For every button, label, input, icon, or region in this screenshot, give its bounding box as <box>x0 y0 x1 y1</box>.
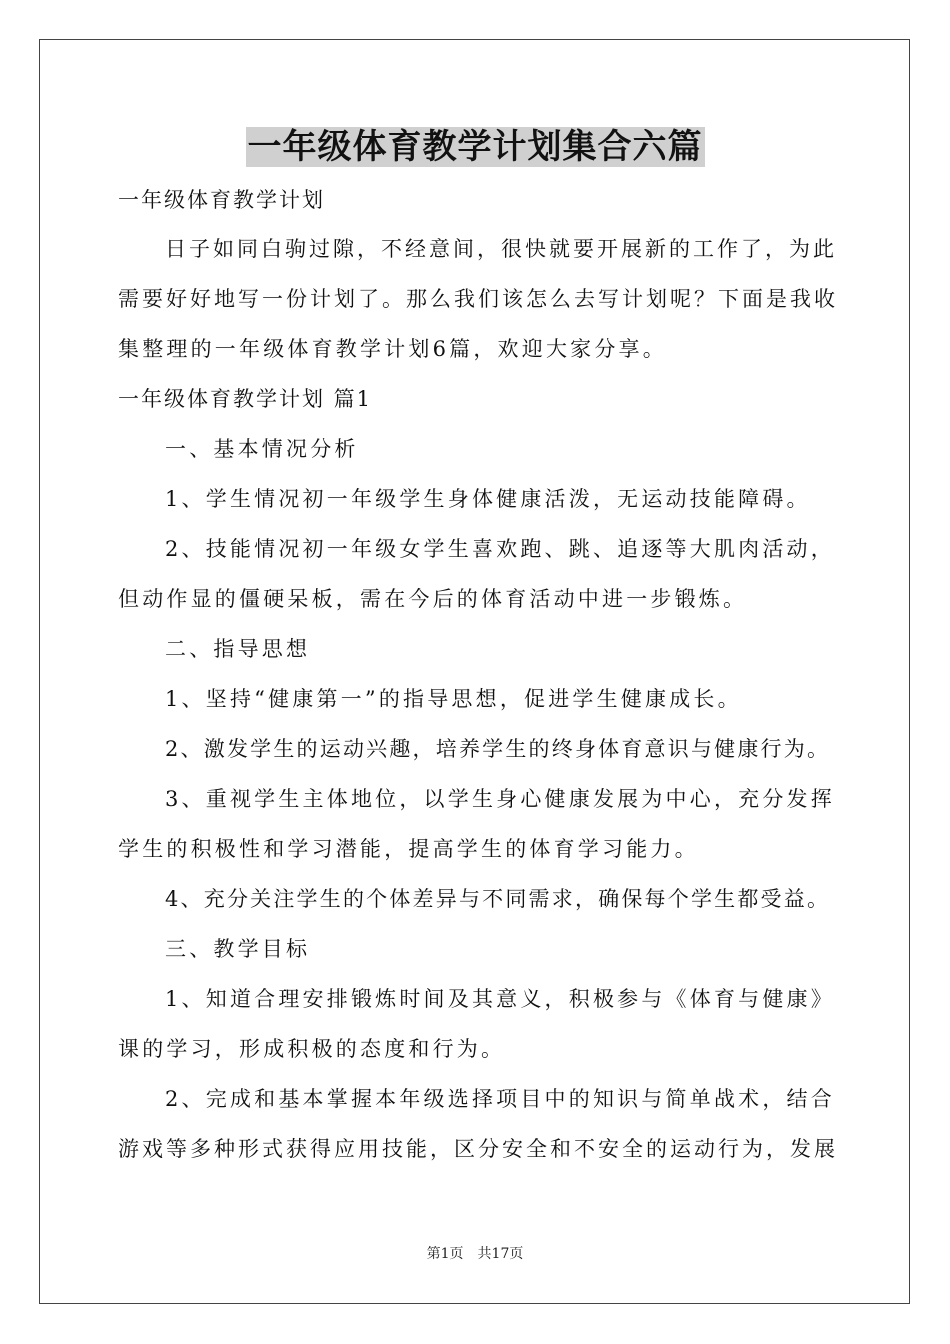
paragraph-line: 2、完成和基本掌握本年级选择项目中的知识与简单战术，结合 <box>165 1087 835 1111</box>
paragraph-line: 4、充分关注学生的个体差异与不同需求，确保每个学生都受益。 <box>165 887 831 911</box>
paragraph-line: 1、知道合理安排锻炼时间及其意义，积极参与《体育与健康》 <box>165 987 835 1011</box>
subheading: 一、基本情况分析 <box>165 437 359 461</box>
page-number: 第1页 <box>426 1246 464 1262</box>
page-total: 共17页 <box>477 1246 524 1262</box>
section-heading: 一年级体育教学计划 <box>118 188 325 212</box>
paragraph-line: 课的学习，形成积极的态度和行为。 <box>118 1037 506 1061</box>
paragraph-line: 但动作显的僵硬呆板，需在今后的体育活动中进一步锻炼。 <box>118 587 748 611</box>
paragraph-line: 集整理的一年级体育教学计划6篇，欢迎大家分享。 <box>118 337 667 361</box>
paragraph-line: 2、技能情况初一年级女学生喜欢跑、跳、追逐等大肌肉活动， <box>165 537 835 561</box>
paragraph-line: 1、学生情况初一年级学生身体健康活泼，无运动技能障碍。 <box>165 487 811 511</box>
subheading: 二、指导思想 <box>165 637 311 661</box>
paragraph-line: 游戏等多种形式获得应用技能，区分安全和不安全的运动行为，发展 <box>118 1137 838 1161</box>
paragraph-line: 1、坚持“健康第一”的指导思想，促进学生健康成长。 <box>165 687 742 711</box>
paragraph-line: 日子如同白驹过隙，不经意间，很快就要开展新的工作了，为此 <box>165 237 837 261</box>
document-title <box>0 124 950 170</box>
paragraph-line: 2、激发学生的运动兴趣，培养学生的终身体育意识与健康行为。 <box>165 737 831 761</box>
subheading: 三、教学目标 <box>165 937 311 961</box>
paragraph-line: 需要好好地写一份计划了。那么我们该怎么去写计划呢？下面是我收 <box>118 287 838 311</box>
page-border <box>39 39 910 1304</box>
section-heading: 一年级体育教学计划 篇1 <box>118 387 373 411</box>
paragraph-line: 学生的积极性和学习潜能，提高学生的体育学习能力。 <box>118 837 699 861</box>
document-title-text: 一年级体育教学计划集合六篇 <box>247 127 703 167</box>
page-footer <box>0 1244 950 1264</box>
paragraph-line: 3、重视学生主体地位，以学生身心健康发展为中心，充分发挥 <box>165 787 835 811</box>
